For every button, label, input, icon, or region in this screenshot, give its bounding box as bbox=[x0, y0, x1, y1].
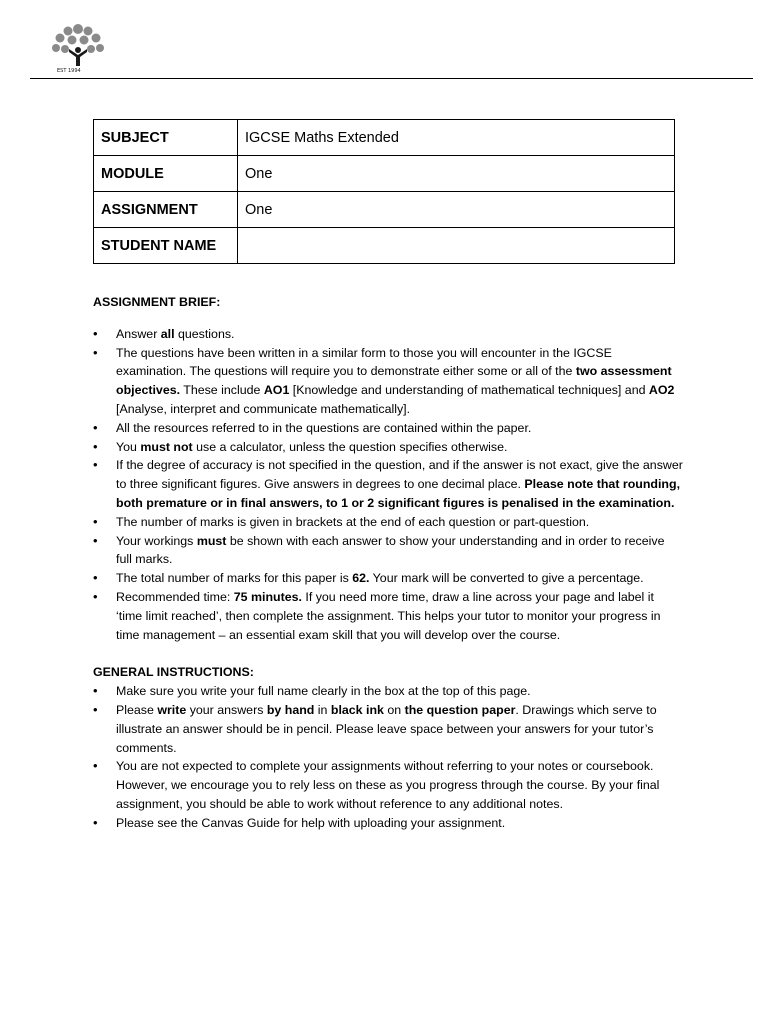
list-item bbox=[93, 419, 683, 438]
info-row bbox=[94, 156, 675, 192]
item-text: Answer bbox=[116, 326, 161, 341]
item-bold-text: black ink bbox=[330, 702, 384, 717]
tree-logo-icon bbox=[50, 22, 106, 74]
item-bold-text: AO2 bbox=[648, 383, 675, 398]
item-text: If the degree of accuracy is not specified in the question, and if the answer is not exact, give the answer to three significant figures. Give answers in degrees to one decimal place. bbox=[116, 458, 683, 492]
item-text: . Drawings which serve to illustrate an answer should be in pencil. Please leave space between your answers for your tutor’s comments. bbox=[116, 702, 657, 755]
item-bold-text: write bbox=[157, 702, 187, 717]
info-label: ASSIGNMENT bbox=[94, 192, 238, 228]
item-bold-text: must not bbox=[140, 439, 193, 454]
info-row bbox=[94, 120, 675, 156]
item-text: be shown with each answer to show your understanding and in order to receive full marks. bbox=[116, 533, 665, 567]
item-text: The number of marks is given in brackets at the end of each question or part-question. bbox=[116, 514, 590, 529]
item-text: You are not expected to complete your assignments without referring to your notes or coursebook. However, we encourage you to rely less on these as you progress through the course. By your final assignment, you should be able to work without reference to any additional notes. bbox=[116, 759, 660, 811]
item-text: in bbox=[314, 702, 331, 717]
item-bold-text: the question paper bbox=[404, 702, 516, 717]
svg-text:EST 1994: EST 1994 bbox=[57, 68, 81, 74]
item-bold-text: must bbox=[196, 533, 227, 548]
list-item bbox=[93, 438, 683, 457]
header-rule bbox=[30, 78, 753, 79]
list-item bbox=[93, 456, 683, 512]
item-text: on bbox=[383, 702, 405, 717]
info-value: IGCSE Maths Extended bbox=[238, 120, 675, 156]
item-bold-text: all bbox=[160, 326, 175, 341]
item-text: use a calculator, unless the question specifies otherwise. bbox=[192, 439, 508, 454]
item-text: Your mark will be converted to give a percentage. bbox=[369, 571, 644, 586]
item-text: Please bbox=[116, 702, 158, 717]
list-item bbox=[93, 814, 683, 833]
item-text: The questions have been written in a similar form to those you will encounter in the IGCSE examination. The questions will require you to demonstrate either some or all of the bbox=[116, 345, 612, 379]
general-instructions-list bbox=[93, 682, 683, 832]
item-bold-text: 75 minutes. bbox=[233, 589, 302, 604]
info-label: STUDENT NAME bbox=[94, 228, 238, 264]
item-bold-text: two assessment objectives. bbox=[116, 364, 672, 398]
general-instructions-heading: GENERAL INSTRUCTIONS: bbox=[93, 665, 254, 680]
list-item bbox=[93, 344, 683, 419]
info-label: MODULE bbox=[94, 156, 238, 192]
item-bold-text: by hand bbox=[266, 702, 315, 717]
list-item bbox=[93, 682, 683, 701]
item-bold-text: 62. bbox=[352, 571, 370, 586]
info-row bbox=[94, 192, 675, 228]
info-row bbox=[94, 228, 675, 264]
item-text: If you need more time, draw a line across your page and label it ‘time limit reached’, then complete the assignment. This helps your tutor to monitor your progress in time management – an essential exam skill that you will develop over the course. bbox=[116, 589, 661, 642]
list-item bbox=[93, 757, 683, 813]
document-body bbox=[93, 293, 683, 833]
list-item bbox=[93, 701, 683, 757]
list-item bbox=[93, 588, 683, 644]
item-text: your answers bbox=[186, 702, 267, 717]
item-text: All the resources referred to in the questions are contained within the paper. bbox=[116, 420, 532, 435]
list-item bbox=[93, 569, 683, 588]
info-label: SUBJECT bbox=[94, 120, 238, 156]
item-bold-text: AO1 bbox=[263, 383, 290, 398]
list-item bbox=[93, 532, 683, 570]
item-text: Recommended time: bbox=[116, 589, 234, 604]
item-text: [Analyse, interpret and communicate mathematically]. bbox=[116, 401, 411, 416]
assignment-brief-list bbox=[93, 325, 683, 645]
item-text: Your workings bbox=[116, 533, 197, 548]
item-text: You bbox=[116, 439, 141, 454]
item-text: questions. bbox=[174, 326, 235, 341]
student-name-field[interactable] bbox=[238, 228, 675, 264]
item-text: Please see the Canvas Guide for help with uploading your assignment. bbox=[116, 815, 506, 830]
info-value: One bbox=[238, 156, 675, 192]
assignment-info-table bbox=[93, 119, 675, 264]
item-text: The total number of marks for this paper is bbox=[116, 571, 353, 586]
item-text: [Knowledge and understanding of mathematical techniques] and bbox=[289, 383, 649, 398]
assignment-brief-heading: ASSIGNMENT BRIEF: bbox=[93, 295, 221, 309]
list-item bbox=[93, 325, 683, 344]
item-bold-text: Please note that rounding, both premature or in final answers, to 1 or 2 significant figures is penalised in the examination. bbox=[116, 477, 681, 510]
info-value: One bbox=[238, 192, 675, 228]
item-text: Make sure you write your full name clearly in the box at the top of this page. bbox=[116, 684, 531, 699]
list-item bbox=[93, 513, 683, 532]
item-text: These include bbox=[180, 383, 264, 398]
